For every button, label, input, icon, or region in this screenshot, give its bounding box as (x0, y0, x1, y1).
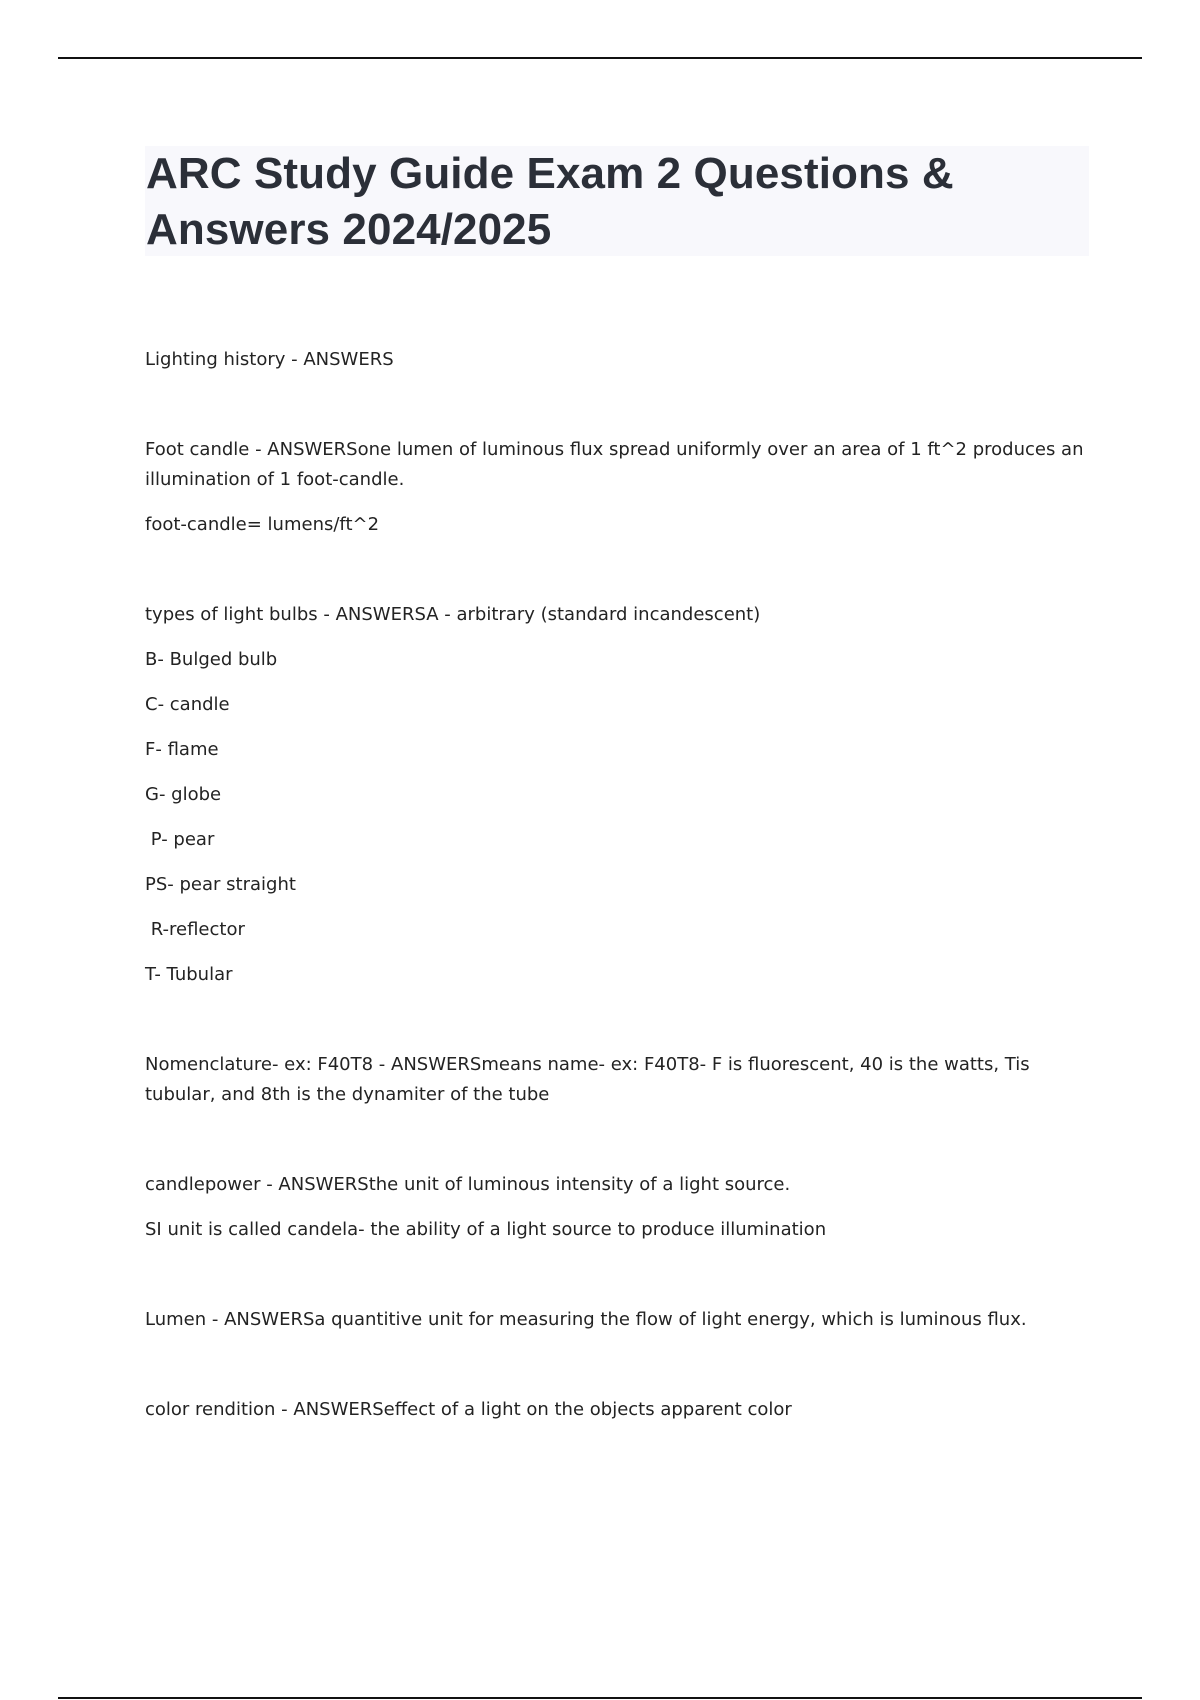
qa-entry-lumen (145, 1305, 1085, 1335)
qa-entry-nomenclature (145, 1050, 1085, 1110)
qa-line: Nomenclature- ex: F40T8 - ANSWERSmeans name- ex: F40T8- F is fluorescent, 40 is the watts, Tis tubular, and 8th is the dynamiter of the tube (145, 1054, 1030, 1105)
qa-entry-light-bulb-types (145, 600, 1085, 990)
qa-line: G- globe (145, 784, 222, 805)
qa-entry-candlepower (145, 1170, 1085, 1245)
qa-line: candlepower - ANSWERSthe unit of luminous intensity of a light source. (145, 1174, 791, 1195)
bottom-rule (58, 1697, 1142, 1699)
qa-line: Foot candle - ANSWERSone lumen of luminous flux spread uniformly over an area of 1 ft^2 produces an illumination of 1 foot-candle. (145, 439, 1084, 490)
qa-line: C- candle (145, 694, 230, 715)
qa-entry-color-rendition (145, 1395, 1085, 1425)
qa-list (145, 345, 1085, 1425)
document-title: ARC Study Guide Exam 2 Questions & Answers 2024/2025 (146, 149, 954, 254)
qa-line: color rendition - ANSWERSeffect of a light on the objects apparent color (145, 1399, 792, 1420)
qa-line: Lumen - ANSWERSa quantitive unit for measuring the flow of light energy, which is luminous flux. (145, 1309, 1027, 1330)
qa-line: types of light bulbs - ANSWERSA - arbitrary (standard incandescent) (145, 604, 761, 625)
qa-entry-foot-candle (145, 435, 1085, 540)
qa-line: B- Bulged bulb (145, 649, 278, 670)
qa-line: F- flame (145, 739, 219, 760)
qa-line: foot-candle= lumens/ft^2 (145, 514, 380, 535)
qa-entry-lighting-history (145, 345, 1085, 375)
qa-line: P- pear (145, 829, 215, 850)
qa-line: Lighting history - ANSWERS (145, 349, 394, 370)
qa-line: T- Tubular (145, 964, 233, 985)
qa-line: R-reflector (145, 919, 245, 940)
qa-line: PS- pear straight (145, 874, 296, 895)
qa-line: SI unit is called candela- the ability of a light source to produce illumination (145, 1219, 827, 1240)
title-block (145, 146, 1089, 256)
top-rule (58, 57, 1142, 59)
